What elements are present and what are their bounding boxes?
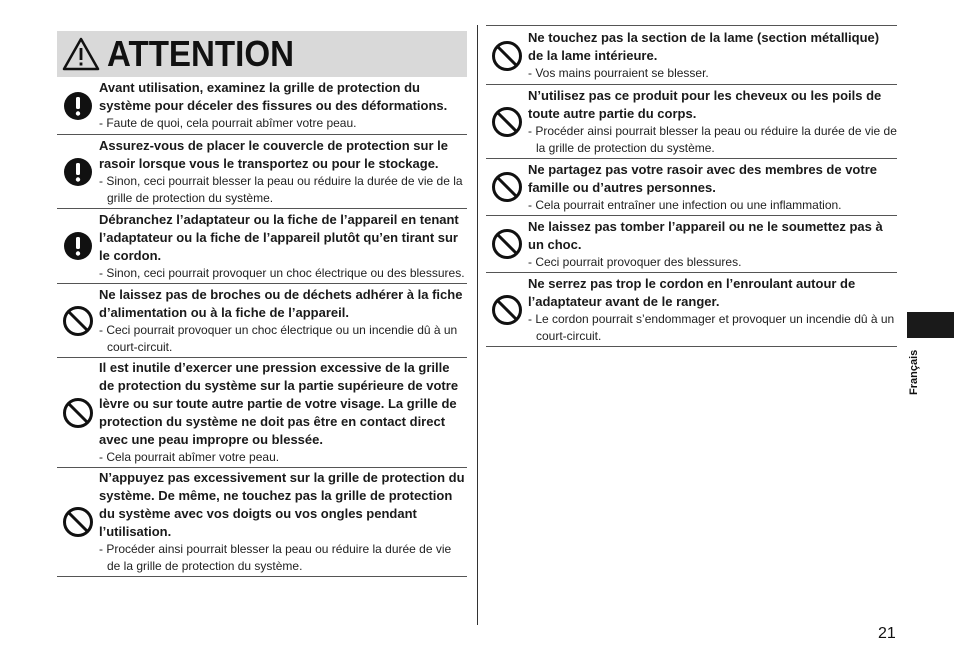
warning-item xyxy=(57,135,467,209)
item-instruction: Ne partagez pas votre rasoir avec des membres de votre famille ou d’autres personnes. xyxy=(528,161,877,195)
item-consequence: - Sinon, ceci pourrait blesser la peau ou réduire la durée de vie de la grille de protection du système. xyxy=(99,173,463,205)
warning-item xyxy=(486,85,897,159)
item-consequence: - Cela pourrait entraîner une infection ou une inflammation. xyxy=(528,197,842,212)
item-instruction: Ne laissez pas de broches ou de déchets adhérer à la fiche d’alimentation ou à la fiche de l’appareil. xyxy=(99,286,463,320)
prohibited-icon xyxy=(57,506,99,538)
item-instruction: Avant utilisation, examinez la grille de protection du système pour déceler des fissures ou des déformations. xyxy=(99,80,448,113)
warning-item xyxy=(57,358,467,468)
warning-item xyxy=(486,27,897,85)
item-instruction: Débranchez l’adaptateur ou la fiche de l’appareil en tenant l’adaptateur ou la fiche de l’appareil plutôt qu’en tirant sur le cordon. xyxy=(99,211,459,263)
attention-header xyxy=(57,31,467,77)
item-consequence: - Ceci pourrait provoquer un choc électrique ou un incendie dû à un court-circuit. xyxy=(99,322,458,354)
prohibited-icon xyxy=(486,228,528,260)
page-number: 21 xyxy=(878,625,896,642)
item-consequence: - Procéder ainsi pourrait blesser la peau ou réduire la durée de vie de la grille de protection du système. xyxy=(528,123,897,155)
mandatory-exclamation-icon xyxy=(57,91,99,121)
item-instruction: Il est inutile d’exercer une pression excessive de la grille de protection du système sur la partie supérieure de votre lèvre ou sur toute autre partie de votre visage. La grille de protection du système ne doit pas être en contact direct avec une peau impropre ou blessée. xyxy=(99,360,459,447)
item-consequence: - Procéder ainsi pourrait blesser la peau ou réduire la durée de vie de la grille de protection du système. xyxy=(99,542,452,573)
prohibited-icon xyxy=(486,171,528,203)
prohibited-icon xyxy=(486,106,528,138)
item-consequence: - Cela pourrait abîmer votre peau. xyxy=(99,450,280,464)
warning-item xyxy=(486,273,897,347)
item-consequence: - Sinon, ceci pourrait provoquer un choc électrique ou des blessures. xyxy=(99,265,465,280)
warning-item xyxy=(486,159,897,216)
item-consequence: - Vos mains pourraient se blesser. xyxy=(528,66,709,80)
warning-item xyxy=(57,209,467,284)
warning-item xyxy=(57,284,467,358)
language-label: Français xyxy=(908,349,920,395)
top-rule xyxy=(486,25,897,26)
mandatory-exclamation-icon xyxy=(57,231,99,261)
item-instruction: Assurez-vous de placer le couvercle de protection sur le rasoir lorsque vous le transportez ou pour le stockage. xyxy=(99,137,448,171)
warning-item xyxy=(486,216,897,273)
item-instruction: N’appuyez pas excessivement sur la grille de protection du système. De même, ne touchez pas la grille de protection du système avec vos doigts ou vos ongles pendant l’utilisation. xyxy=(99,470,465,539)
language-tab-marker xyxy=(907,312,954,338)
warning-triangle-icon xyxy=(61,36,101,72)
warning-item xyxy=(57,77,467,135)
prohibited-icon xyxy=(486,40,528,72)
item-consequence: - Faute de quoi, cela pourrait abîmer votre peau. xyxy=(99,116,357,130)
item-instruction: N’utilisez pas ce produit pour les cheveux ou les poils de toute autre partie du corps. xyxy=(528,87,882,121)
prohibited-icon xyxy=(57,397,99,429)
item-consequence: - Ceci pourrait provoquer des blessures. xyxy=(528,254,742,269)
column-divider xyxy=(477,25,478,625)
attention-title: ATTENTION xyxy=(107,33,295,74)
item-instruction: Ne touchez pas la section de la lame (section métallique) de la lame intérieure. xyxy=(528,30,880,63)
item-instruction: Ne laissez pas tomber l’appareil ou ne le soumettez pas à un choc. xyxy=(528,218,883,252)
prohibited-icon xyxy=(57,305,99,337)
warning-item xyxy=(57,468,467,577)
prohibited-icon xyxy=(486,294,528,326)
item-instruction: Ne serrez pas trop le cordon en l’enroulant autour de l’adaptateur avant de le ranger. xyxy=(528,275,856,309)
item-consequence: - Le cordon pourrait s’endommager et provoquer un incendie dû à un court-circuit. xyxy=(528,311,895,343)
mandatory-exclamation-icon xyxy=(57,157,99,187)
